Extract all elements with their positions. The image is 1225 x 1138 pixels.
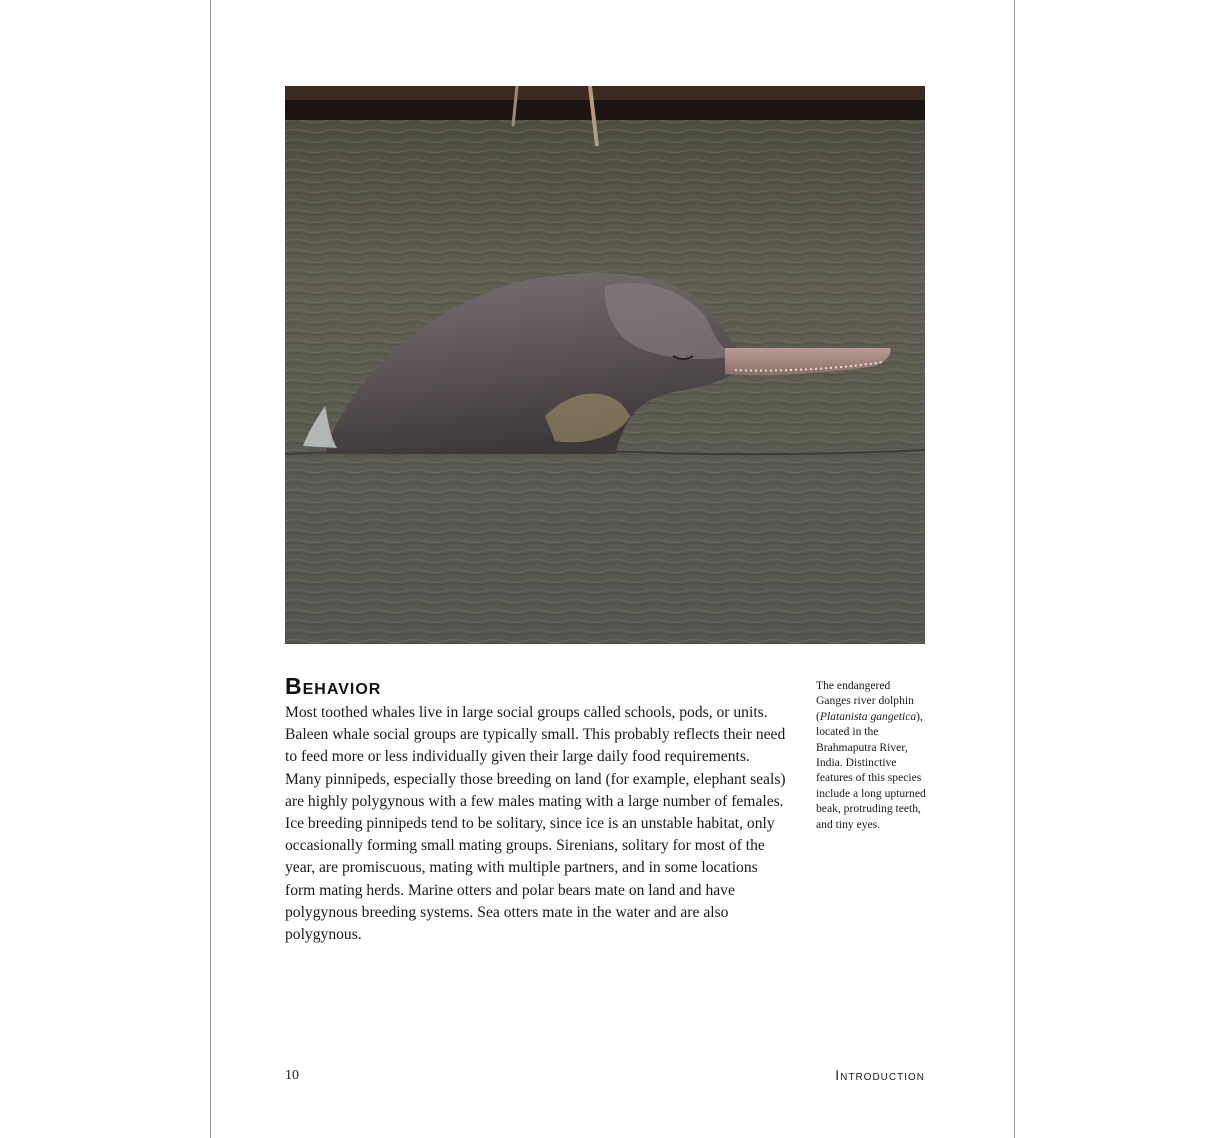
- caption-text-after: ), located in the Brahmaputra River, India. Distinctive features of this species include a long upturned beak, protruding teeth, and tiny eyes.: [816, 709, 926, 831]
- running-head: Introduction: [835, 1067, 925, 1083]
- page-number: 10: [285, 1068, 299, 1083]
- caption-species-name: Platanista gangetica: [819, 709, 917, 723]
- body-paragraph: Most toothed whales live in large social groups called schools, pods, or units. Baleen whale social groups are typically small. This probably reflects their need to feed more or less individually given their large daily food requirements. Many pinnipeds, especially those breeding on land (for example, elephant seals) are highly polygynous with a few males mating with a large number of females. Ice breeding pinnipeds tend to be solitary, since ice is an unstable habitat, only occasionally forming small mating groups. Sirenians, solitary for most of the year, are promiscuous, mating with multiple partners, and in some locations form mating herds. Marine otters and polar bears mate on land and have polygynous breeding systems. Sea otters mate in the water and are also polygynous.: [285, 704, 786, 944]
- section-heading: Behavior: [285, 673, 382, 699]
- photo-caption: [816, 678, 928, 832]
- caption-text-before: The endangered Ganges river dolphin (: [816, 679, 914, 723]
- dolphin-photo: [285, 86, 925, 644]
